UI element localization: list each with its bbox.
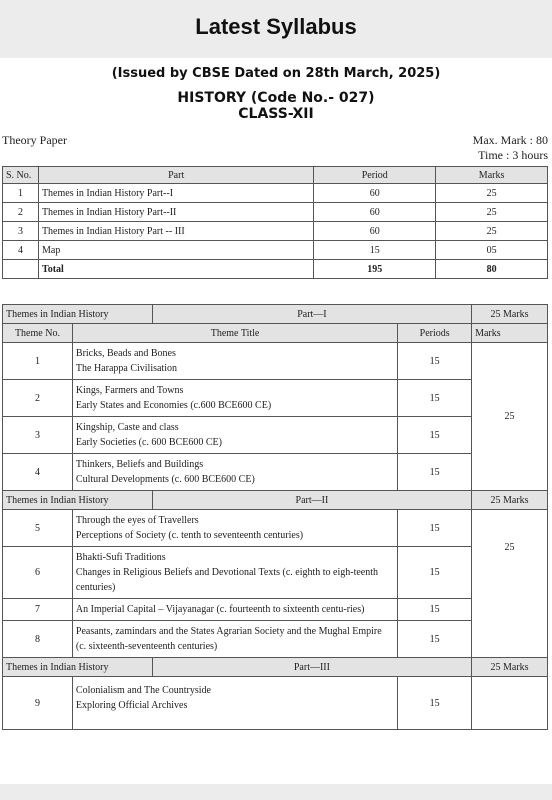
part1-total-marks: 25 — [472, 343, 548, 491]
cell-period: 60 — [314, 203, 436, 222]
part3-header-row — [3, 658, 548, 677]
theme-title-line: Changes in Religious Beliefs and Devotional Texts (c. eighth to eigh-teenth centuries) — [75, 567, 379, 593]
section-label: Themes in Indian History — [3, 658, 153, 677]
theme-title — [72, 380, 397, 417]
table-row — [3, 510, 548, 547]
part2-total-marks: 25 — [472, 510, 548, 658]
theme-periods: 15 — [398, 547, 472, 599]
subject-code: HISTORY (Code No.- 027) — [177, 90, 375, 106]
cell-sno: 1 — [3, 184, 39, 203]
col-theme-no: Theme No. — [3, 324, 73, 343]
section-label: Themes in Indian History — [3, 491, 153, 510]
theme-title-line: Kingship, Caste and class — [75, 422, 179, 433]
cell-marks: 05 — [436, 241, 548, 260]
table-row — [3, 621, 548, 658]
themes-table — [2, 304, 548, 730]
theme-periods: 15 — [398, 417, 472, 454]
theme-title-line: Bricks, Beads and Bones — [75, 348, 176, 359]
part3-label: Part—III — [152, 658, 471, 677]
exam-info — [473, 133, 548, 163]
column-header-row — [3, 324, 548, 343]
subject-heading — [0, 90, 552, 122]
cell-marks: 25 — [436, 222, 548, 241]
table-row — [3, 184, 548, 203]
total-label: Total — [38, 260, 313, 279]
max-mark: Max. Mark : 80 — [472, 133, 548, 147]
theme-title — [72, 343, 397, 380]
col-marks: Marks — [472, 324, 548, 343]
part2-label: Part—II — [152, 491, 471, 510]
theme-title-line: Exploring Official Archives — [75, 700, 188, 711]
table-row — [3, 677, 548, 730]
theme-no: 1 — [3, 343, 73, 380]
cell-sno: 2 — [3, 203, 39, 222]
table-row — [3, 380, 548, 417]
theme-no: 6 — [3, 547, 73, 599]
part2-header-row — [3, 491, 548, 510]
cell-part: Themes in Indian History Part -- III — [38, 222, 313, 241]
issued-note: (Issued by CBSE Dated on 28th March, 2025) — [111, 66, 441, 81]
theme-no: 2 — [3, 380, 73, 417]
time-limit: Time : 3 hours — [478, 148, 548, 162]
theme-periods: 15 — [398, 599, 472, 621]
cell-part: Themes in Indian History Part--I — [38, 184, 313, 203]
theme-title-line: Thinkers, Beliefs and Buildings — [75, 459, 204, 470]
cell-marks: 25 — [436, 184, 548, 203]
col-theme-title: Theme Title — [72, 324, 397, 343]
theme-title-line: Early States and Economies (c.600 BCE600 CE) — [75, 400, 272, 411]
theme-periods: 15 — [398, 621, 472, 658]
theme-no: 3 — [3, 417, 73, 454]
theme-periods: 15 — [398, 510, 472, 547]
cell-period: 15 — [314, 241, 436, 260]
theme-title-line: Early Societies (c. 600 BCE600 CE) — [75, 437, 222, 448]
theme-no: 4 — [3, 454, 73, 491]
summary-header-row — [3, 167, 548, 184]
theme-periods: 15 — [398, 343, 472, 380]
cell-marks: 25 — [436, 203, 548, 222]
part3-marks: 25 Marks — [472, 658, 548, 677]
bottom-band — [0, 784, 552, 800]
table-row — [3, 203, 548, 222]
col-part: Part — [38, 167, 313, 184]
table-row — [3, 241, 548, 260]
part1-label: Part—I — [152, 305, 471, 324]
theme-title-line: Through the eyes of Travellers — [75, 515, 199, 526]
theme-title-line: An Imperial Capital – Vijayanagar (c. fourteenth to sixteenth centu-ries) — [75, 604, 365, 615]
theme-no: 9 — [3, 677, 73, 730]
theme-title-line: Colonialism and The Countryside — [75, 685, 211, 696]
theme-title — [72, 677, 397, 730]
theme-title — [72, 510, 397, 547]
table-row — [3, 222, 548, 241]
table-row — [3, 547, 548, 599]
total-marks: 80 — [436, 260, 548, 279]
theme-title — [72, 417, 397, 454]
theme-no: 5 — [3, 510, 73, 547]
total-row — [3, 260, 548, 279]
theory-paper-label: Theory Paper — [2, 133, 67, 147]
cell-part: Map — [38, 241, 313, 260]
theme-periods: 15 — [398, 454, 472, 491]
theme-title-line: Peasants, zamindars and the States Agrarian Society and the Mughal Empire (c. sixteenth-seventeenth centuries) — [75, 626, 382, 652]
class-label: CLASS-XII — [238, 106, 314, 122]
part2-marks: 25 Marks — [472, 491, 548, 510]
cell-period: 60 — [314, 184, 436, 203]
theme-no: 8 — [3, 621, 73, 658]
cell-part: Themes in Indian History Part--II — [38, 203, 313, 222]
cell-sno: 3 — [3, 222, 39, 241]
theme-title-line: Bhakti-Sufi Traditions — [75, 552, 166, 563]
theme-title-line: The Harappa Civilisation — [75, 363, 177, 374]
part1-header-row — [3, 305, 548, 324]
theme-title-line: Perceptions of Society (c. tenth to seventeenth centuries) — [75, 530, 304, 541]
theme-title — [72, 547, 397, 599]
cell-period: 60 — [314, 222, 436, 241]
theme-periods: 15 — [398, 677, 472, 730]
theme-title-line: Cultural Developments (c. 600 BCE600 CE) — [75, 474, 255, 485]
col-marks: Marks — [436, 167, 548, 184]
col-sno: S. No. — [3, 167, 39, 184]
section-label: Themes in Indian History — [3, 305, 153, 324]
theme-title — [72, 454, 397, 491]
col-periods: Periods — [398, 324, 472, 343]
table-row — [3, 417, 548, 454]
part1-marks: 25 Marks — [472, 305, 548, 324]
theme-title-line: Kings, Farmers and Towns — [75, 385, 184, 396]
theme-no: 7 — [3, 599, 73, 621]
title-banner — [0, 0, 552, 58]
table-row — [3, 343, 548, 380]
theme-title — [72, 599, 397, 621]
summary-table — [2, 166, 548, 279]
col-period: Period — [314, 167, 436, 184]
cell-sno: 4 — [3, 241, 39, 260]
theme-title — [72, 621, 397, 658]
table-row — [3, 599, 548, 621]
theme-periods: 15 — [398, 380, 472, 417]
page-title: Latest Syllabus — [195, 14, 357, 39]
total-period: 195 — [314, 260, 436, 279]
table-row — [3, 454, 548, 491]
